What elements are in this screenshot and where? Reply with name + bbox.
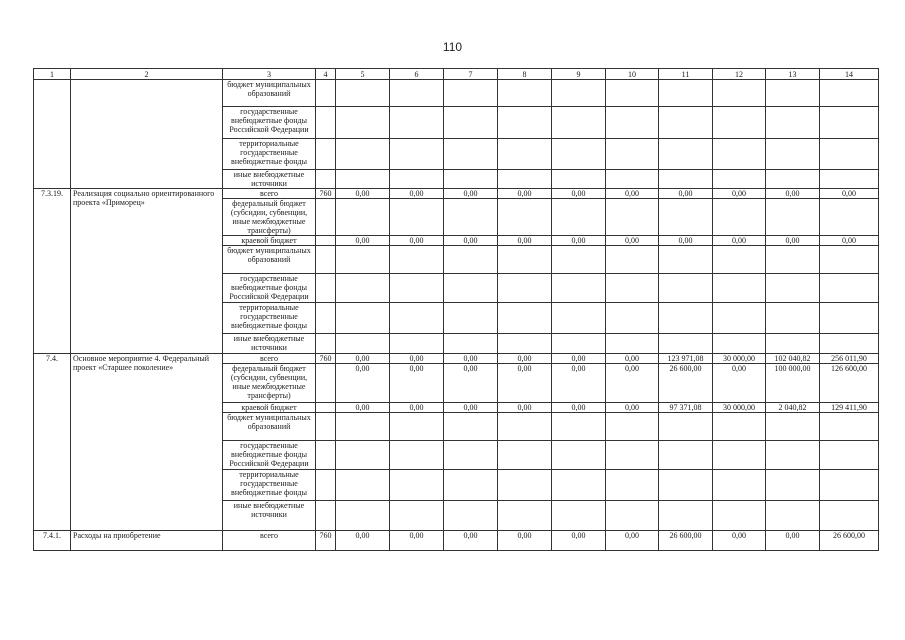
value-cell: [498, 413, 552, 441]
value-cell: 30 000,00: [713, 354, 766, 364]
value-cell: [390, 107, 444, 139]
value-cell: [659, 501, 713, 531]
column-header: 14: [820, 69, 879, 80]
value-cell: [820, 170, 879, 189]
funding-source: иные внебюджетные источники: [223, 501, 316, 531]
row-code: 7.3.19.: [34, 189, 71, 354]
value-cell: 0,00: [444, 189, 498, 199]
column-header: 8: [498, 69, 552, 80]
value-cell: [606, 139, 659, 170]
funding-source: государственные внебюджетные фонды Российской Федерации: [223, 441, 316, 470]
value-cell: [498, 199, 552, 236]
value-cell: [336, 470, 390, 501]
value-cell: [606, 441, 659, 470]
value-cell: [552, 470, 606, 501]
value-cell: [552, 303, 606, 334]
value-cell: 0,00: [552, 354, 606, 364]
funding-source: всего: [223, 189, 316, 199]
value-cell: [498, 107, 552, 139]
value-cell: [606, 470, 659, 501]
row-name: Реализация социально ориентированного проекта «Приморец»: [71, 189, 223, 354]
value-cell: [659, 441, 713, 470]
table-row: [34, 189, 879, 199]
value-cell: [713, 441, 766, 470]
funding-source: краевой бюджет: [223, 236, 316, 246]
unit-code: 760: [316, 531, 336, 551]
unit-code: 760: [316, 189, 336, 199]
value-cell: [552, 139, 606, 170]
value-cell: [713, 80, 766, 107]
value-cell: [766, 413, 820, 441]
value-cell: 0,00: [390, 189, 444, 199]
value-cell: [766, 303, 820, 334]
value-cell: [606, 199, 659, 236]
value-cell: 0,00: [390, 236, 444, 246]
value-cell: [713, 334, 766, 354]
funding-source: иные внебюджетные источники: [223, 334, 316, 354]
value-cell: [390, 199, 444, 236]
value-cell: [713, 413, 766, 441]
value-cell: [659, 334, 713, 354]
value-cell: 0,00: [766, 236, 820, 246]
value-cell: 2 040,82: [766, 403, 820, 413]
value-cell: [390, 413, 444, 441]
value-cell: [444, 170, 498, 189]
value-cell: [659, 470, 713, 501]
unit-code: [316, 501, 336, 531]
unit-code: [316, 303, 336, 334]
value-cell: [336, 413, 390, 441]
value-cell: 0,00: [390, 364, 444, 403]
value-cell: [390, 303, 444, 334]
value-cell: [444, 303, 498, 334]
value-cell: [336, 303, 390, 334]
funding-source: бюджет муниципальных образований: [223, 413, 316, 441]
column-header: 4: [316, 69, 336, 80]
funding-source: бюджет муниципальных образований: [223, 246, 316, 274]
value-cell: [552, 107, 606, 139]
value-cell: 0,00: [336, 236, 390, 246]
value-cell: [390, 170, 444, 189]
value-cell: [444, 139, 498, 170]
value-cell: 0,00: [606, 531, 659, 551]
table-row: [34, 354, 879, 364]
value-cell: [498, 246, 552, 274]
unit-code: [316, 334, 336, 354]
value-cell: [552, 501, 606, 531]
value-cell: [390, 246, 444, 274]
value-cell: [552, 170, 606, 189]
value-cell: 0,00: [336, 364, 390, 403]
value-cell: 0,00: [390, 403, 444, 413]
value-cell: [390, 274, 444, 303]
value-cell: [444, 246, 498, 274]
table-row: [34, 80, 879, 107]
funding-source: государственные внебюджетные фонды Российской Федерации: [223, 107, 316, 139]
unit-code: [316, 274, 336, 303]
value-cell: [766, 470, 820, 501]
row-name: Основное мероприятие 4. Федеральный проект «Старшее поколение»: [71, 354, 223, 531]
value-cell: [820, 303, 879, 334]
value-cell: [336, 274, 390, 303]
funding-source: всего: [223, 354, 316, 364]
value-cell: [820, 470, 879, 501]
value-cell: [766, 334, 820, 354]
value-cell: [820, 334, 879, 354]
value-cell: 0,00: [713, 531, 766, 551]
funding-source: территориальные государственные внебюджетные фонды: [223, 139, 316, 170]
value-cell: [606, 80, 659, 107]
value-cell: [552, 246, 606, 274]
value-cell: 0,00: [659, 236, 713, 246]
value-cell: [498, 80, 552, 107]
value-cell: [659, 274, 713, 303]
value-cell: [498, 470, 552, 501]
value-cell: [390, 501, 444, 531]
value-cell: [336, 246, 390, 274]
value-cell: [766, 246, 820, 274]
value-cell: [336, 334, 390, 354]
value-cell: 100 000,00: [766, 364, 820, 403]
row-code: [34, 80, 71, 189]
value-cell: [444, 274, 498, 303]
unit-code: 760: [316, 354, 336, 364]
row-name: Расходы на приобретение: [71, 531, 223, 551]
unit-code: [316, 80, 336, 107]
value-cell: [444, 199, 498, 236]
value-cell: 0,00: [552, 403, 606, 413]
value-cell: [444, 334, 498, 354]
value-cell: [444, 107, 498, 139]
row-code: 7.4.: [34, 354, 71, 531]
value-cell: [659, 80, 713, 107]
value-cell: 0,00: [766, 189, 820, 199]
value-cell: 0,00: [336, 403, 390, 413]
funding-source: территориальные государственные внебюджетные фонды: [223, 303, 316, 334]
value-cell: [820, 107, 879, 139]
value-cell: [659, 413, 713, 441]
budget-table: [33, 68, 879, 551]
value-cell: [713, 199, 766, 236]
value-cell: [498, 170, 552, 189]
value-cell: 0,00: [336, 531, 390, 551]
value-cell: 26 600,00: [659, 531, 713, 551]
value-cell: [444, 413, 498, 441]
unit-code: [316, 107, 336, 139]
value-cell: [766, 107, 820, 139]
value-cell: 0,00: [713, 236, 766, 246]
column-header: 1: [34, 69, 71, 80]
value-cell: [766, 441, 820, 470]
value-cell: [713, 107, 766, 139]
value-cell: 0,00: [606, 236, 659, 246]
value-cell: [552, 274, 606, 303]
value-cell: [766, 199, 820, 236]
value-cell: 0,00: [390, 531, 444, 551]
column-header: 13: [766, 69, 820, 80]
value-cell: 0,00: [606, 189, 659, 199]
value-cell: [713, 170, 766, 189]
value-cell: [390, 470, 444, 501]
value-cell: [552, 199, 606, 236]
value-cell: [336, 139, 390, 170]
value-cell: [552, 441, 606, 470]
value-cell: 0,00: [498, 189, 552, 199]
value-cell: [713, 303, 766, 334]
value-cell: [820, 199, 879, 236]
value-cell: 0,00: [336, 354, 390, 364]
value-cell: 0,00: [498, 364, 552, 403]
funding-source: иные внебюджетные источники: [223, 170, 316, 189]
funding-source: всего: [223, 531, 316, 551]
column-header: 7: [444, 69, 498, 80]
value-cell: [498, 274, 552, 303]
value-cell: 0,00: [713, 364, 766, 403]
funding-source: краевой бюджет: [223, 403, 316, 413]
value-cell: 0,00: [713, 189, 766, 199]
unit-code: [316, 139, 336, 170]
value-cell: [820, 501, 879, 531]
value-cell: [713, 139, 766, 170]
value-cell: 126 600,00: [820, 364, 879, 403]
header-row: [34, 69, 879, 80]
value-cell: [444, 470, 498, 501]
unit-code: [316, 364, 336, 403]
value-cell: [659, 139, 713, 170]
value-cell: [820, 274, 879, 303]
value-cell: 0,00: [820, 236, 879, 246]
value-cell: [498, 303, 552, 334]
value-cell: 0,00: [390, 354, 444, 364]
value-cell: 0,00: [444, 403, 498, 413]
value-cell: [713, 246, 766, 274]
value-cell: 0,00: [552, 364, 606, 403]
funding-source: федеральный бюджет (субсидии, субвенции, иные межбюджетные трансферты): [223, 364, 316, 403]
value-cell: [766, 170, 820, 189]
value-cell: 0,00: [444, 236, 498, 246]
value-cell: 0,00: [820, 189, 879, 199]
value-cell: 0,00: [444, 364, 498, 403]
value-cell: [552, 80, 606, 107]
value-cell: [444, 441, 498, 470]
value-cell: [713, 501, 766, 531]
unit-code: [316, 170, 336, 189]
value-cell: [336, 501, 390, 531]
value-cell: [766, 80, 820, 107]
value-cell: [606, 334, 659, 354]
value-cell: 0,00: [552, 189, 606, 199]
value-cell: 0,00: [498, 531, 552, 551]
column-header: 5: [336, 69, 390, 80]
funding-source: федеральный бюджет (субсидии, субвенции, иные межбюджетные трансферты): [223, 199, 316, 236]
value-cell: 97 371,08: [659, 403, 713, 413]
value-cell: [336, 80, 390, 107]
value-cell: [659, 199, 713, 236]
value-cell: [659, 303, 713, 334]
value-cell: [820, 139, 879, 170]
value-cell: [659, 170, 713, 189]
value-cell: [336, 170, 390, 189]
unit-code: [316, 236, 336, 246]
table-row: [34, 531, 879, 551]
funding-source: территориальные государственные внебюджетные фонды: [223, 470, 316, 501]
value-cell: [820, 413, 879, 441]
value-cell: 0,00: [766, 531, 820, 551]
value-cell: [606, 107, 659, 139]
value-cell: [606, 303, 659, 334]
value-cell: [659, 107, 713, 139]
unit-code: [316, 246, 336, 274]
value-cell: 26 600,00: [820, 531, 879, 551]
value-cell: [713, 274, 766, 303]
value-cell: [606, 413, 659, 441]
value-cell: [820, 441, 879, 470]
value-cell: [390, 334, 444, 354]
value-cell: 0,00: [606, 364, 659, 403]
value-cell: [606, 170, 659, 189]
column-header: 3: [223, 69, 316, 80]
value-cell: 0,00: [444, 531, 498, 551]
row-name: [71, 80, 223, 189]
value-cell: 256 011,90: [820, 354, 879, 364]
value-cell: 0,00: [498, 403, 552, 413]
unit-code: [316, 413, 336, 441]
value-cell: 0,00: [444, 354, 498, 364]
value-cell: [444, 80, 498, 107]
value-cell: 0,00: [498, 236, 552, 246]
value-cell: [336, 441, 390, 470]
unit-code: [316, 403, 336, 413]
value-cell: [336, 107, 390, 139]
value-cell: 123 971,08: [659, 354, 713, 364]
value-cell: 0,00: [498, 354, 552, 364]
funding-source: бюджет муниципальных образований: [223, 80, 316, 107]
value-cell: [606, 274, 659, 303]
value-cell: [498, 334, 552, 354]
value-cell: 30 000,00: [713, 403, 766, 413]
value-cell: [336, 199, 390, 236]
unit-code: [316, 441, 336, 470]
value-cell: 0,00: [606, 354, 659, 364]
value-cell: [606, 246, 659, 274]
value-cell: [766, 501, 820, 531]
value-cell: [498, 501, 552, 531]
value-cell: [552, 413, 606, 441]
value-cell: [820, 80, 879, 107]
value-cell: [766, 139, 820, 170]
value-cell: [444, 501, 498, 531]
row-code: 7.4.1.: [34, 531, 71, 551]
column-header: 12: [713, 69, 766, 80]
value-cell: [390, 80, 444, 107]
value-cell: [820, 246, 879, 274]
value-cell: [659, 246, 713, 274]
value-cell: [766, 274, 820, 303]
value-cell: 0,00: [336, 189, 390, 199]
value-cell: 0,00: [659, 189, 713, 199]
value-cell: 102 040,82: [766, 354, 820, 364]
value-cell: 0,00: [552, 236, 606, 246]
value-cell: [390, 441, 444, 470]
value-cell: [606, 501, 659, 531]
unit-code: [316, 470, 336, 501]
value-cell: 0,00: [552, 531, 606, 551]
value-cell: [498, 441, 552, 470]
column-header: 10: [606, 69, 659, 80]
value-cell: 129 411,90: [820, 403, 879, 413]
column-header: 6: [390, 69, 444, 80]
unit-code: [316, 199, 336, 236]
column-header: 11: [659, 69, 713, 80]
value-cell: [713, 470, 766, 501]
value-cell: 26 600,00: [659, 364, 713, 403]
column-header: 9: [552, 69, 606, 80]
value-cell: [498, 139, 552, 170]
page-number: 110: [442, 40, 463, 54]
value-cell: [390, 139, 444, 170]
column-header: 2: [71, 69, 223, 80]
value-cell: [552, 334, 606, 354]
value-cell: 0,00: [606, 403, 659, 413]
funding-source: государственные внебюджетные фонды Российской Федерации: [223, 274, 316, 303]
